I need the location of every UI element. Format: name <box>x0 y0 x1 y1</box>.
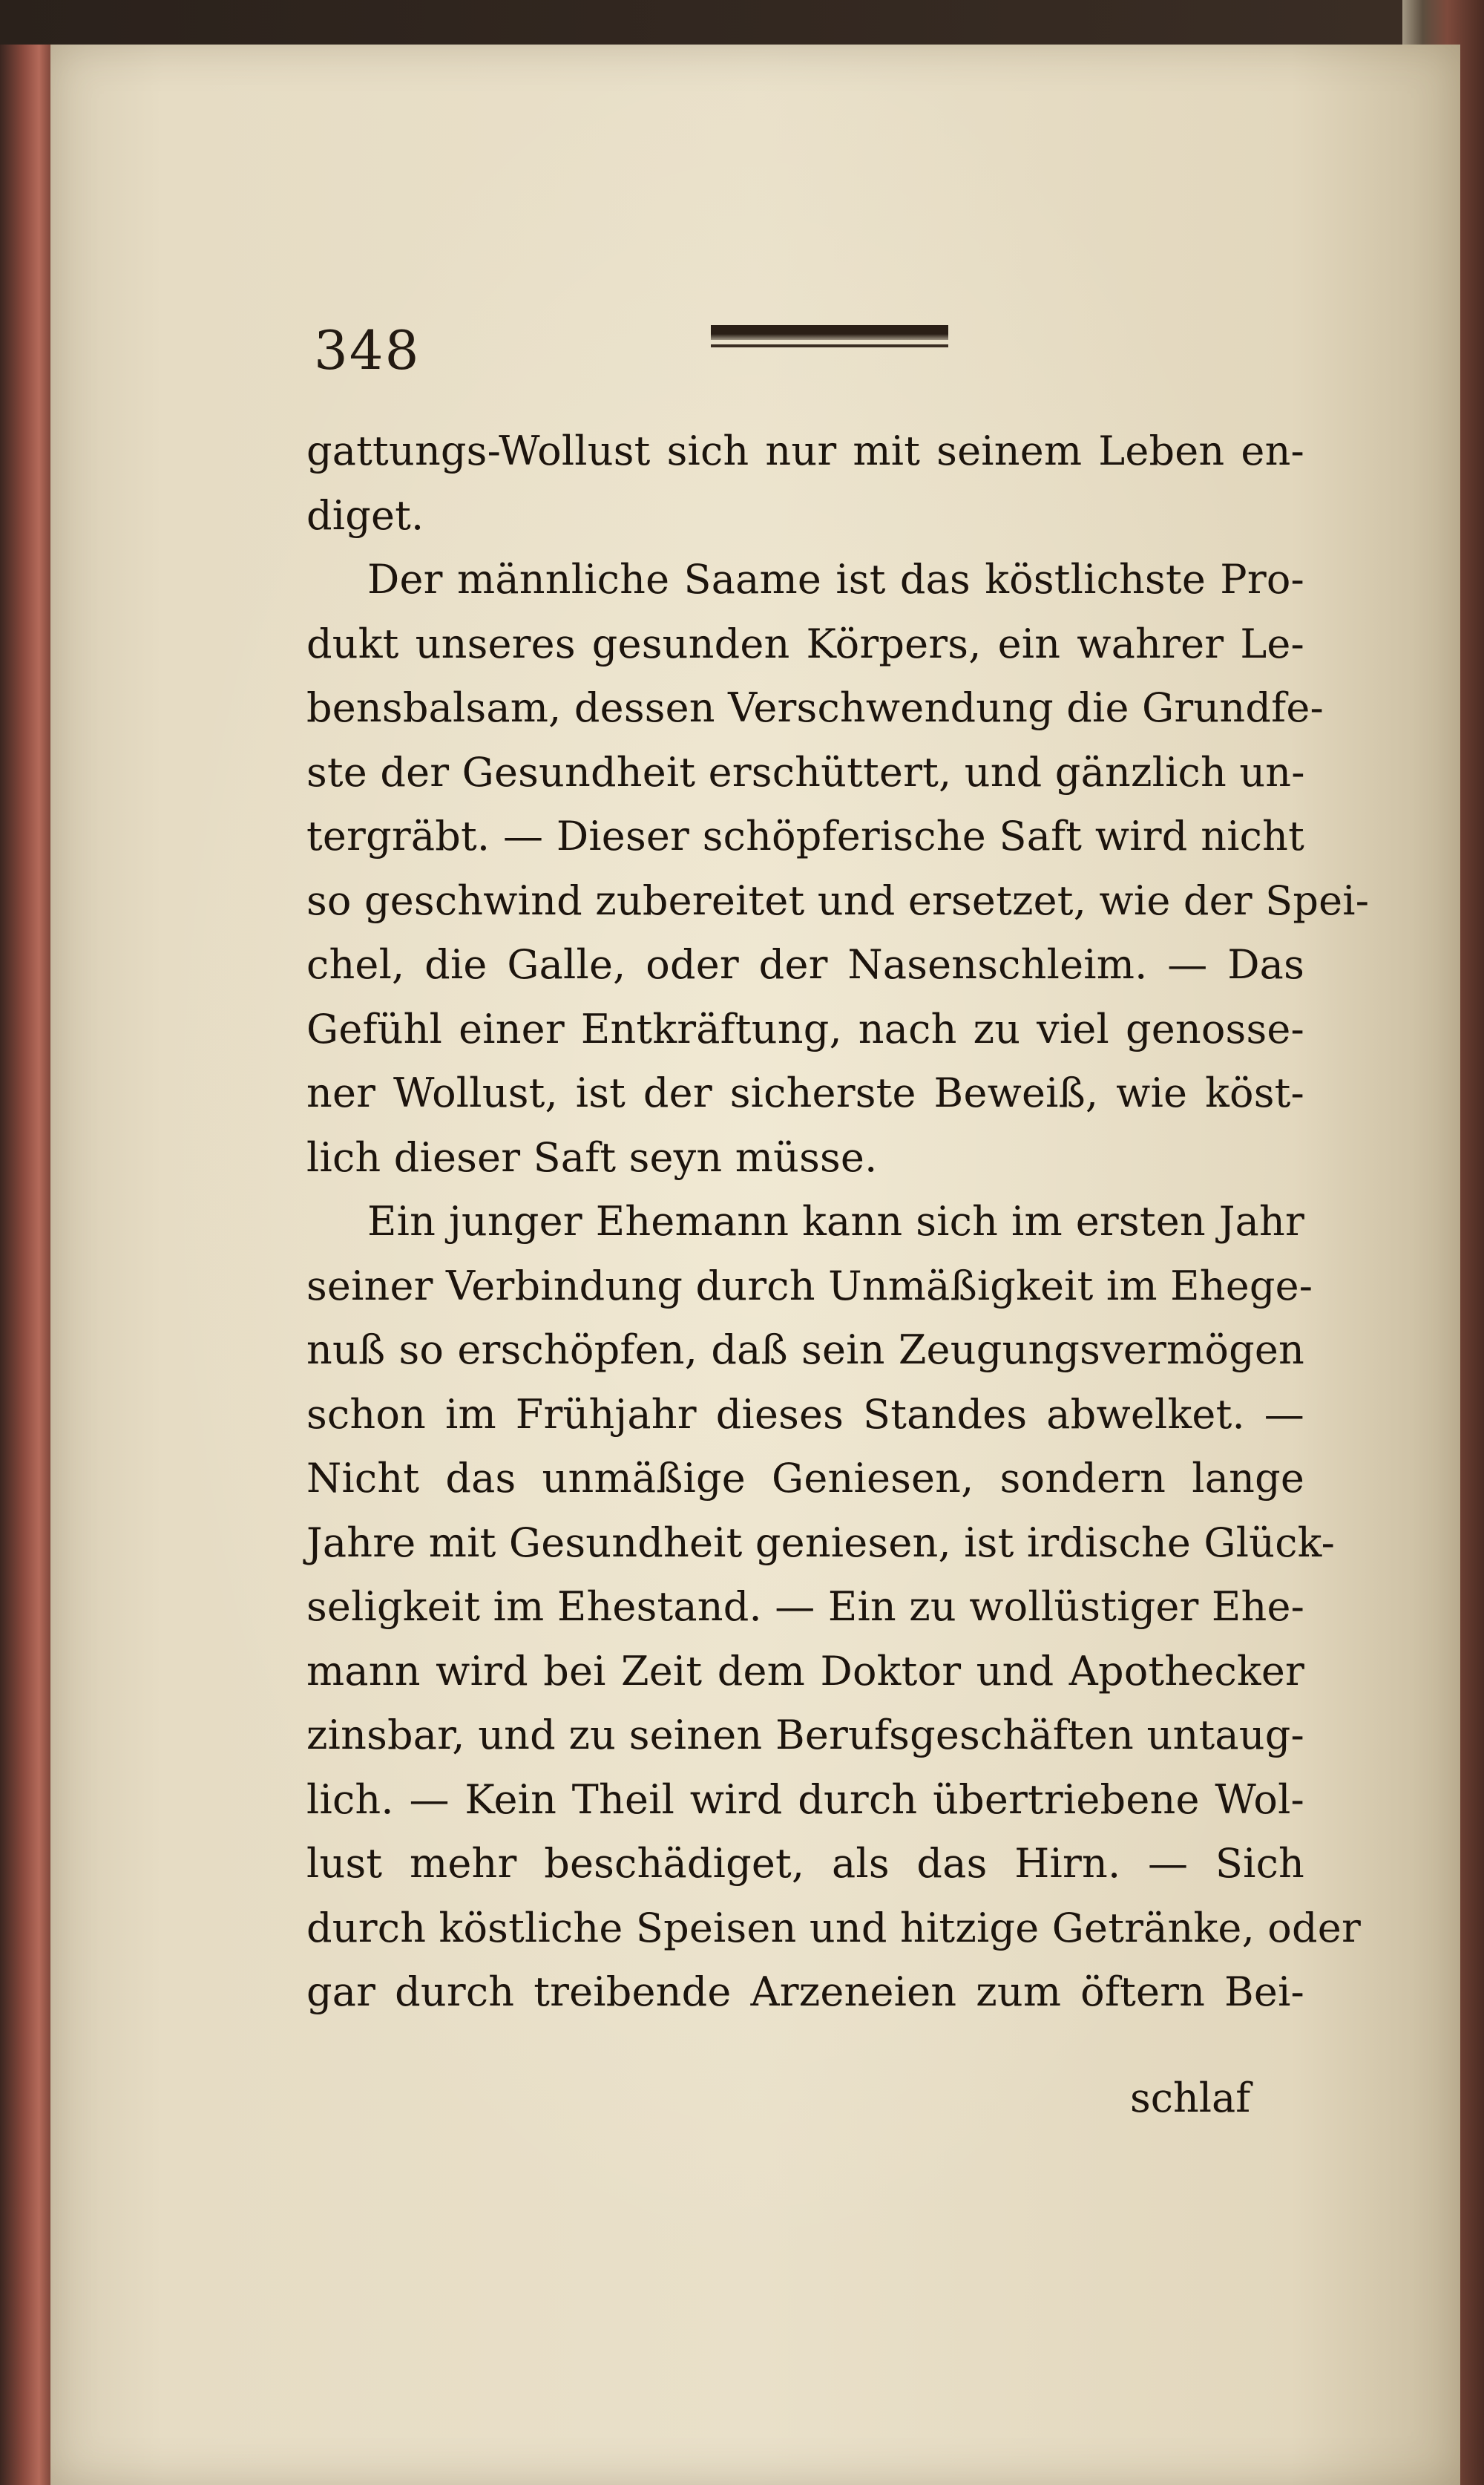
book-page-edges-left <box>0 45 52 2485</box>
text-line: Gefühl einer Entkräftung, nach zu viel genosse- <box>306 1005 1304 1052</box>
text-line: ste der Gesundheit erschüttert, und gänzlich un- <box>306 748 1305 796</box>
text-line: chel, die Galle, oder der Nasenschleim. — Das <box>306 941 1304 988</box>
text-line: durch köstliche Speisen und hitzige Getränke, oder <box>306 1904 1361 1951</box>
paper-page <box>50 45 1460 2485</box>
text-line: gattungs-Wollust sich nur mit seinem Leben en- <box>306 428 1304 474</box>
text-line: seiner Verbindung durch Unmäßigkeit im Ehege- <box>306 1262 1313 1309</box>
header-rule <box>711 325 948 340</box>
text-line: ner Wollust, ist der sicherste Beweiß, wie köst- <box>306 1070 1304 1116</box>
header-rule-underline <box>711 344 948 347</box>
text-line: schon im Frühjahr dieses Standes abwelket. — <box>306 1390 1304 1438</box>
text-line: zinsbar, und zu seinen Berufsgeschäften untaug- <box>306 1712 1304 1758</box>
text-line: mann wird bei Zeit dem Doktor und Apothecker <box>306 1647 1304 1695</box>
text-line: dukt unseres gesunden Körpers, ein wahrer Le- <box>306 620 1304 667</box>
catchword: schlaf <box>1130 2075 1251 2121</box>
text-line: bensbalsam, dessen Verschwendung die Grundfe- <box>306 684 1324 731</box>
text-line: seligkeit im Ehestand. — Ein zu wollüstiger Ehe- <box>306 1583 1305 1630</box>
text-line: lust mehr beschädiget, als das Hirn. — Sich <box>306 1840 1304 1887</box>
text-line: Jahre mit Gesundheit geniesen, ist irdische Glück- <box>306 1519 1336 1566</box>
text-line: tergräbt. — Dieser schöpferische Saft wird nicht <box>306 813 1304 860</box>
text-line: Ein junger Ehemann kann sich im ersten Jahr <box>367 1198 1304 1245</box>
text-line: Nicht das unmäßige Geniesen, sondern lange <box>306 1455 1304 1502</box>
text-line: diget. <box>306 491 424 539</box>
text-line: lich. — Kein Theil wird durch übertriebene Wol- <box>306 1775 1304 1823</box>
text-line: gar durch treibende Arzeneien zum öftern Bei- <box>306 1968 1304 2015</box>
page-number: 348 <box>314 319 421 382</box>
text-line: Der männliche Saame ist das köstlichste Pro- <box>367 556 1304 603</box>
text-line: so geschwind zubereitet und ersetzet, wie der Spei- <box>306 877 1370 924</box>
text-line: lich dieser Saft seyn müsse. <box>306 1133 878 1181</box>
text-line: nuß so erschöpfen, daß sein Zeugungsvermögen <box>306 1326 1304 1373</box>
body-text <box>306 419 1370 2025</box>
